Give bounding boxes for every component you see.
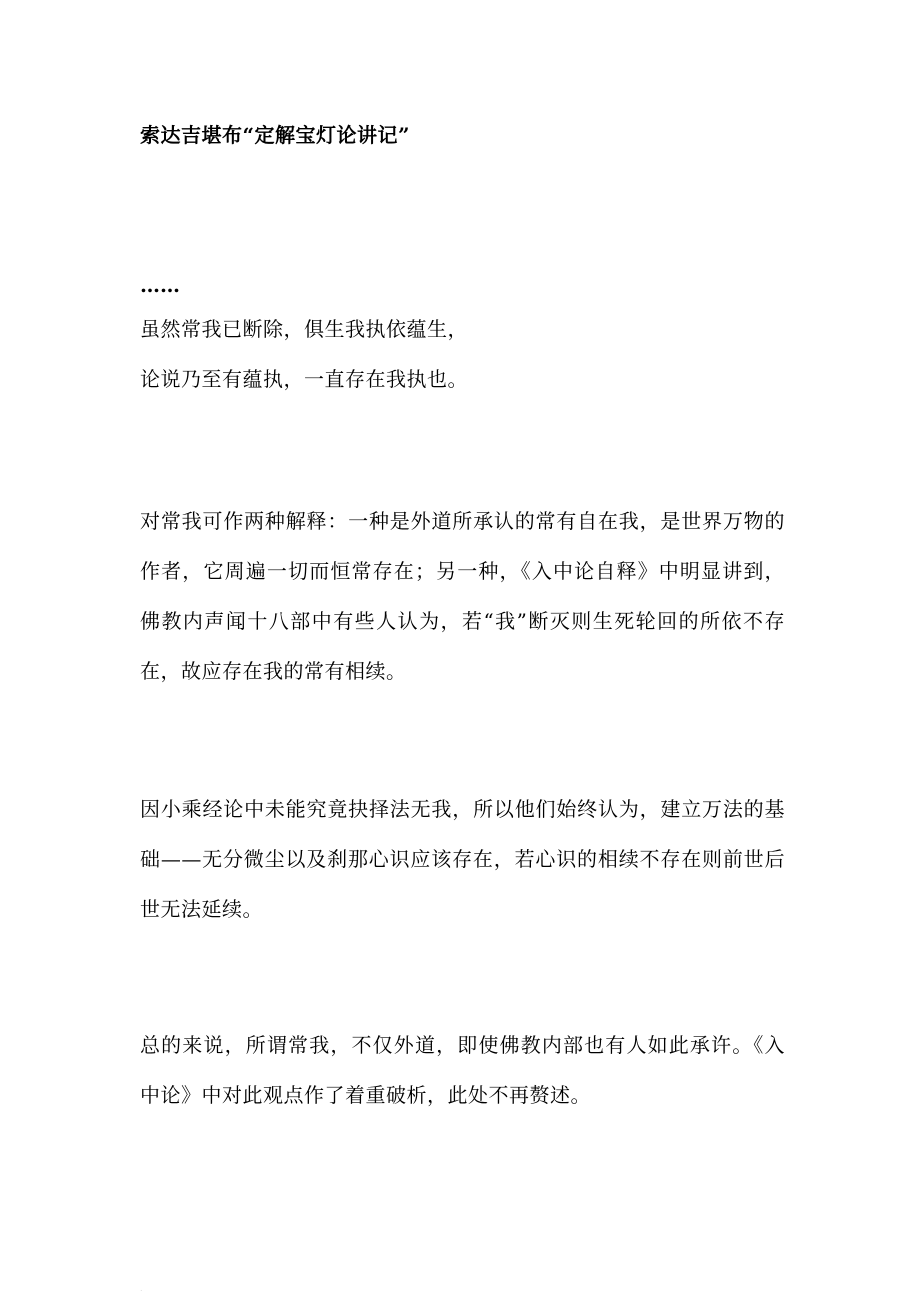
ellipsis-marker: …… xyxy=(140,273,180,297)
document-title: 索达吉堪布“定解宝灯论讲记” xyxy=(140,123,411,147)
paragraph-2: 因小乘经论中未能究竟抉择法无我，所以他们始终认为，建立万法的基础——无分微尘以及刹那心识应该存在，若心识的相续不存在则前世后世无法延续。 xyxy=(140,797,785,921)
footer-mark: . xyxy=(140,1284,143,1293)
paragraph-1: 对常我可作两种解释：一种是外道所承认的常有自在我，是世界万物的作者，它周遍一切而恒常存在；另一种，《入中论自释》中明显讲到，佛教内声闻十八部中有些人认为，若“我”断灭则生死轮回的所依不存在，故应存在我的常有相续。 xyxy=(140,509,785,683)
paragraph-3: 总的来说，所谓常我，不仅外道，即使佛教内部也有人如此承许。《入中论》中对此观点作了着重破析，此处不再赘述。 xyxy=(140,1033,785,1107)
verse-line-2: 论说乃至有蕴执，一直存在我执也。 xyxy=(140,367,468,391)
verse-line-1: 虽然常我已断除，俱生我执依蕴生， xyxy=(140,317,468,341)
